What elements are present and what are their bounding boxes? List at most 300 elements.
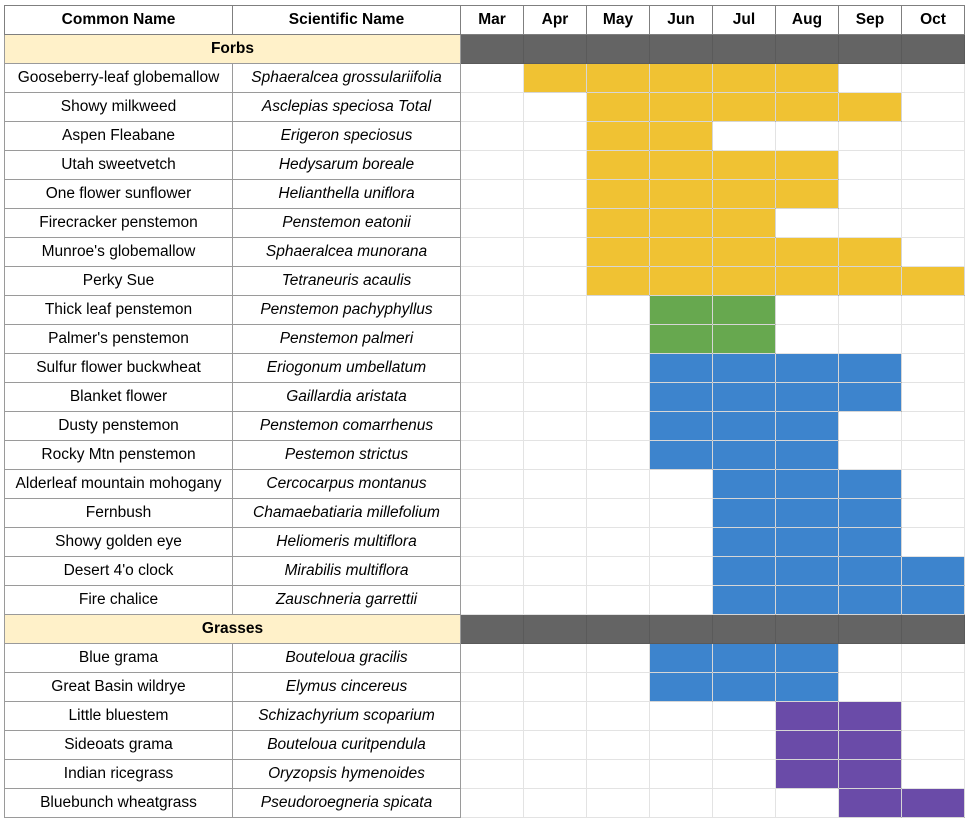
common-name-cell: Gooseberry-leaf globemallow — [5, 64, 233, 93]
empty-month-cell — [902, 180, 965, 209]
scientific-name-cell: Elymus cincereus — [233, 673, 461, 702]
bloom-cell — [650, 412, 713, 441]
bloom-cell — [650, 209, 713, 238]
scientific-name-cell: Heliomeris multiflora — [233, 528, 461, 557]
scientific-name-cell: Tetraneuris acaulis — [233, 267, 461, 296]
bloom-cell — [650, 441, 713, 470]
empty-month-cell — [461, 180, 524, 209]
column-header-month: Sep — [839, 6, 902, 35]
common-name-cell: Showy milkweed — [5, 93, 233, 122]
empty-month-cell — [524, 180, 587, 209]
empty-month-cell — [461, 673, 524, 702]
bloom-cell — [650, 325, 713, 354]
empty-month-cell — [524, 557, 587, 586]
common-name-cell: Utah sweetvetch — [5, 151, 233, 180]
empty-month-cell — [587, 354, 650, 383]
empty-month-cell — [650, 586, 713, 615]
scientific-name-cell: Chamaebatiaria millefolium — [233, 499, 461, 528]
bloom-cell — [650, 64, 713, 93]
scientific-name-cell: Penstemon pachyphyllus — [233, 296, 461, 325]
empty-month-cell — [902, 644, 965, 673]
common-name-cell: Sideoats grama — [5, 731, 233, 760]
empty-month-cell — [524, 325, 587, 354]
bloom-cell — [839, 789, 902, 818]
common-name-cell: Dusty penstemon — [5, 412, 233, 441]
column-header-month: Apr — [524, 6, 587, 35]
empty-month-cell — [902, 209, 965, 238]
table-row — [5, 296, 965, 325]
empty-month-cell — [902, 470, 965, 499]
bloom-cell — [776, 586, 839, 615]
empty-month-cell — [587, 557, 650, 586]
common-name-cell: Perky Sue — [5, 267, 233, 296]
column-header-month: Oct — [902, 6, 965, 35]
bloom-cell — [776, 238, 839, 267]
common-name-cell: Sulfur flower buckwheat — [5, 354, 233, 383]
scientific-name-cell: Hedysarum boreale — [233, 151, 461, 180]
empty-month-cell — [461, 441, 524, 470]
bloom-cell — [713, 412, 776, 441]
empty-month-cell — [524, 93, 587, 122]
bloom-cell — [776, 354, 839, 383]
empty-month-cell — [902, 151, 965, 180]
bloom-cell — [839, 557, 902, 586]
section-title: Grasses — [5, 615, 461, 644]
empty-month-cell — [902, 499, 965, 528]
bloom-cell — [650, 296, 713, 325]
column-header-month: May — [587, 6, 650, 35]
table-row — [5, 644, 965, 673]
empty-month-cell — [713, 122, 776, 151]
empty-month-cell — [587, 586, 650, 615]
column-header-common-name: Common Name — [5, 6, 233, 35]
common-name-cell: Palmer's penstemon — [5, 325, 233, 354]
table-row — [5, 702, 965, 731]
section-band-cell — [650, 615, 713, 644]
bloom-cell — [713, 64, 776, 93]
table-row — [5, 354, 965, 383]
section-band-cell — [776, 615, 839, 644]
bloom-cell — [713, 354, 776, 383]
section-header-row — [5, 615, 965, 644]
bloom-cell — [713, 586, 776, 615]
table-row — [5, 122, 965, 151]
section-band-cell — [587, 615, 650, 644]
empty-month-cell — [839, 412, 902, 441]
empty-month-cell — [902, 383, 965, 412]
bloom-cell — [650, 180, 713, 209]
common-name-cell: Great Basin wildrye — [5, 673, 233, 702]
empty-month-cell — [713, 731, 776, 760]
bloom-cell — [776, 673, 839, 702]
empty-month-cell — [902, 702, 965, 731]
empty-month-cell — [902, 760, 965, 789]
common-name-cell: Blanket flower — [5, 383, 233, 412]
empty-month-cell — [524, 151, 587, 180]
bloom-cell — [713, 238, 776, 267]
bloom-cell — [587, 93, 650, 122]
empty-month-cell — [461, 470, 524, 499]
bloom-cell — [776, 412, 839, 441]
bloom-cell — [839, 702, 902, 731]
common-name-cell: Rocky Mtn penstemon — [5, 441, 233, 470]
empty-month-cell — [839, 296, 902, 325]
column-header-month: Jul — [713, 6, 776, 35]
empty-month-cell — [524, 760, 587, 789]
section-band-cell — [713, 615, 776, 644]
empty-month-cell — [461, 499, 524, 528]
empty-month-cell — [524, 412, 587, 441]
empty-month-cell — [524, 702, 587, 731]
section-band-cell — [839, 615, 902, 644]
bloom-cell — [650, 93, 713, 122]
empty-month-cell — [524, 470, 587, 499]
scientific-name-cell: Penstemon palmeri — [233, 325, 461, 354]
empty-month-cell — [461, 296, 524, 325]
empty-month-cell — [650, 760, 713, 789]
bloom-cell — [587, 238, 650, 267]
bloom-cell — [713, 441, 776, 470]
empty-month-cell — [461, 383, 524, 412]
bloom-cell — [650, 673, 713, 702]
bloom-cell — [713, 673, 776, 702]
empty-month-cell — [461, 209, 524, 238]
bloom-cell — [713, 93, 776, 122]
bloom-cell — [776, 499, 839, 528]
bloom-cell — [713, 644, 776, 673]
table-row — [5, 528, 965, 557]
empty-month-cell — [461, 151, 524, 180]
bloom-cell — [650, 383, 713, 412]
empty-month-cell — [587, 296, 650, 325]
bloom-cell — [713, 267, 776, 296]
bloom-cell — [776, 151, 839, 180]
common-name-cell: One flower sunflower — [5, 180, 233, 209]
scientific-name-cell: Cercocarpus montanus — [233, 470, 461, 499]
empty-month-cell — [839, 441, 902, 470]
table-row — [5, 325, 965, 354]
empty-month-cell — [713, 760, 776, 789]
empty-month-cell — [461, 702, 524, 731]
section-band-cell — [650, 35, 713, 64]
bloom-cell — [587, 122, 650, 151]
empty-month-cell — [839, 180, 902, 209]
bloom-cell — [839, 528, 902, 557]
bloom-cell — [650, 122, 713, 151]
empty-month-cell — [902, 354, 965, 383]
empty-month-cell — [524, 644, 587, 673]
table-row — [5, 151, 965, 180]
scientific-name-cell: Helianthella uniflora — [233, 180, 461, 209]
section-band-cell — [587, 35, 650, 64]
bloom-cell — [587, 267, 650, 296]
common-name-cell: Indian ricegrass — [5, 760, 233, 789]
empty-month-cell — [461, 238, 524, 267]
scientific-name-cell: Oryzopsis hymenoides — [233, 760, 461, 789]
common-name-cell: Desert 4'o clock — [5, 557, 233, 586]
empty-month-cell — [587, 702, 650, 731]
empty-month-cell — [524, 383, 587, 412]
empty-month-cell — [524, 209, 587, 238]
empty-month-cell — [902, 64, 965, 93]
bloom-cell — [713, 151, 776, 180]
common-name-cell: Aspen Fleabane — [5, 122, 233, 151]
table-row — [5, 209, 965, 238]
scientific-name-cell: Schizachyrium scoparium — [233, 702, 461, 731]
bloom-cell — [839, 93, 902, 122]
bloom-cell — [839, 267, 902, 296]
bloom-cell — [776, 557, 839, 586]
table-row — [5, 789, 965, 818]
bloom-cell — [776, 180, 839, 209]
bloom-cell — [776, 470, 839, 499]
bloom-cell — [839, 238, 902, 267]
bloom-cell — [839, 499, 902, 528]
section-band-cell — [902, 615, 965, 644]
table-row — [5, 180, 965, 209]
empty-month-cell — [461, 644, 524, 673]
bloom-cell — [839, 731, 902, 760]
empty-month-cell — [776, 209, 839, 238]
empty-month-cell — [587, 441, 650, 470]
scientific-name-cell: Penstemon comarrhenus — [233, 412, 461, 441]
scientific-name-cell: Pestemon strictus — [233, 441, 461, 470]
empty-month-cell — [461, 789, 524, 818]
empty-month-cell — [902, 441, 965, 470]
common-name-cell: Bluebunch wheatgrass — [5, 789, 233, 818]
bloom-cell — [650, 644, 713, 673]
bloom-cell — [839, 383, 902, 412]
empty-month-cell — [902, 238, 965, 267]
bloom-cell — [839, 470, 902, 499]
bloom-cell — [902, 267, 965, 296]
header-row — [5, 6, 965, 35]
empty-month-cell — [461, 528, 524, 557]
bloom-cell — [902, 789, 965, 818]
empty-month-cell — [587, 383, 650, 412]
empty-month-cell — [776, 296, 839, 325]
bloom-cell — [839, 354, 902, 383]
scientific-name-cell: Sphaeralcea munorana — [233, 238, 461, 267]
common-name-cell: Firecracker penstemon — [5, 209, 233, 238]
bloom-cell — [650, 151, 713, 180]
table-row — [5, 267, 965, 296]
empty-month-cell — [713, 702, 776, 731]
empty-month-cell — [587, 412, 650, 441]
table-row — [5, 499, 965, 528]
section-band-cell — [524, 35, 587, 64]
column-header-month: Mar — [461, 6, 524, 35]
bloom-cell — [713, 499, 776, 528]
table-row — [5, 760, 965, 789]
empty-month-cell — [587, 760, 650, 789]
bloom-cell — [650, 238, 713, 267]
common-name-cell: Thick leaf penstemon — [5, 296, 233, 325]
table-body — [5, 35, 965, 818]
section-title: Forbs — [5, 35, 461, 64]
table-row — [5, 93, 965, 122]
empty-month-cell — [524, 499, 587, 528]
empty-month-cell — [461, 267, 524, 296]
bloom-cell — [776, 441, 839, 470]
common-name-cell: Blue grama — [5, 644, 233, 673]
column-header-month: Aug — [776, 6, 839, 35]
bloom-cell — [713, 528, 776, 557]
empty-month-cell — [524, 267, 587, 296]
bloom-cell — [776, 731, 839, 760]
empty-month-cell — [461, 122, 524, 151]
scientific-name-cell: Erigeron speciosus — [233, 122, 461, 151]
table-row — [5, 441, 965, 470]
table-row — [5, 586, 965, 615]
scientific-name-cell: Zauschneria garrettii — [233, 586, 461, 615]
empty-month-cell — [650, 702, 713, 731]
empty-month-cell — [461, 354, 524, 383]
empty-month-cell — [776, 789, 839, 818]
empty-month-cell — [524, 586, 587, 615]
empty-month-cell — [902, 673, 965, 702]
empty-month-cell — [902, 296, 965, 325]
empty-month-cell — [650, 470, 713, 499]
section-band-cell — [461, 35, 524, 64]
empty-month-cell — [587, 673, 650, 702]
section-header-row — [5, 35, 965, 64]
bloom-cell — [713, 296, 776, 325]
bloom-cell — [902, 557, 965, 586]
section-band-cell — [776, 35, 839, 64]
common-name-cell: Fire chalice — [5, 586, 233, 615]
table-row — [5, 383, 965, 412]
empty-month-cell — [461, 325, 524, 354]
empty-month-cell — [650, 557, 713, 586]
bloom-cell — [713, 470, 776, 499]
scientific-name-cell: Bouteloua curitpendula — [233, 731, 461, 760]
common-name-cell: Alderleaf mountain mohogany — [5, 470, 233, 499]
table-row — [5, 238, 965, 267]
empty-month-cell — [524, 296, 587, 325]
empty-month-cell — [524, 528, 587, 557]
section-band-cell — [524, 615, 587, 644]
scientific-name-cell: Asclepias speciosa Total — [233, 93, 461, 122]
empty-month-cell — [461, 93, 524, 122]
bloom-cell — [776, 702, 839, 731]
bloom-cell — [902, 586, 965, 615]
empty-month-cell — [524, 673, 587, 702]
empty-month-cell — [461, 586, 524, 615]
bloom-cell — [776, 383, 839, 412]
scientific-name-cell: Pseudoroegneria spicata — [233, 789, 461, 818]
column-header-month: Jun — [650, 6, 713, 35]
bloom-cell — [587, 180, 650, 209]
empty-month-cell — [461, 557, 524, 586]
empty-month-cell — [839, 151, 902, 180]
empty-month-cell — [461, 64, 524, 93]
section-band-cell — [713, 35, 776, 64]
empty-month-cell — [839, 64, 902, 93]
empty-month-cell — [650, 499, 713, 528]
empty-month-cell — [524, 731, 587, 760]
bloom-cell — [587, 151, 650, 180]
empty-month-cell — [587, 528, 650, 557]
table-row — [5, 731, 965, 760]
bloom-cell — [839, 760, 902, 789]
empty-month-cell — [839, 644, 902, 673]
empty-month-cell — [839, 325, 902, 354]
bloom-cell — [713, 180, 776, 209]
empty-month-cell — [461, 731, 524, 760]
bloom-cell — [776, 93, 839, 122]
empty-month-cell — [650, 789, 713, 818]
bloom-cell — [776, 760, 839, 789]
empty-month-cell — [587, 789, 650, 818]
section-band-cell — [902, 35, 965, 64]
section-band-cell — [461, 615, 524, 644]
bloom-cell — [713, 557, 776, 586]
empty-month-cell — [650, 731, 713, 760]
empty-month-cell — [902, 325, 965, 354]
empty-month-cell — [902, 93, 965, 122]
empty-month-cell — [524, 441, 587, 470]
empty-month-cell — [524, 354, 587, 383]
bloom-cell — [713, 383, 776, 412]
bloom-cell — [524, 64, 587, 93]
empty-month-cell — [650, 528, 713, 557]
empty-month-cell — [587, 325, 650, 354]
empty-month-cell — [713, 789, 776, 818]
table-row — [5, 412, 965, 441]
empty-month-cell — [587, 470, 650, 499]
bloom-cell — [776, 267, 839, 296]
empty-month-cell — [587, 499, 650, 528]
empty-month-cell — [461, 760, 524, 789]
table-header — [5, 6, 965, 35]
scientific-name-cell: Penstemon eatonii — [233, 209, 461, 238]
empty-month-cell — [587, 731, 650, 760]
empty-month-cell — [524, 238, 587, 267]
scientific-name-cell: Bouteloua gracilis — [233, 644, 461, 673]
empty-month-cell — [839, 209, 902, 238]
column-header-scientific-name: Scientific Name — [233, 6, 461, 35]
bloom-cell — [713, 325, 776, 354]
section-band-cell — [839, 35, 902, 64]
empty-month-cell — [902, 731, 965, 760]
table-row — [5, 673, 965, 702]
empty-month-cell — [776, 325, 839, 354]
common-name-cell: Munroe's globemallow — [5, 238, 233, 267]
table-row — [5, 470, 965, 499]
bloom-cell — [650, 354, 713, 383]
empty-month-cell — [524, 122, 587, 151]
bloom-cell — [776, 528, 839, 557]
common-name-cell: Fernbush — [5, 499, 233, 528]
scientific-name-cell: Mirabilis multiflora — [233, 557, 461, 586]
empty-month-cell — [776, 122, 839, 151]
table-row — [5, 557, 965, 586]
common-name-cell: Little bluestem — [5, 702, 233, 731]
scientific-name-cell: Gaillardia aristata — [233, 383, 461, 412]
table-row — [5, 64, 965, 93]
scientific-name-cell: Eriogonum umbellatum — [233, 354, 461, 383]
bloom-cell — [839, 586, 902, 615]
empty-month-cell — [839, 673, 902, 702]
empty-month-cell — [839, 122, 902, 151]
bloom-cell — [587, 64, 650, 93]
bloom-cell — [650, 267, 713, 296]
empty-month-cell — [461, 412, 524, 441]
scientific-name-cell: Sphaeralcea grossulariifolia — [233, 64, 461, 93]
empty-month-cell — [902, 122, 965, 151]
empty-month-cell — [902, 528, 965, 557]
